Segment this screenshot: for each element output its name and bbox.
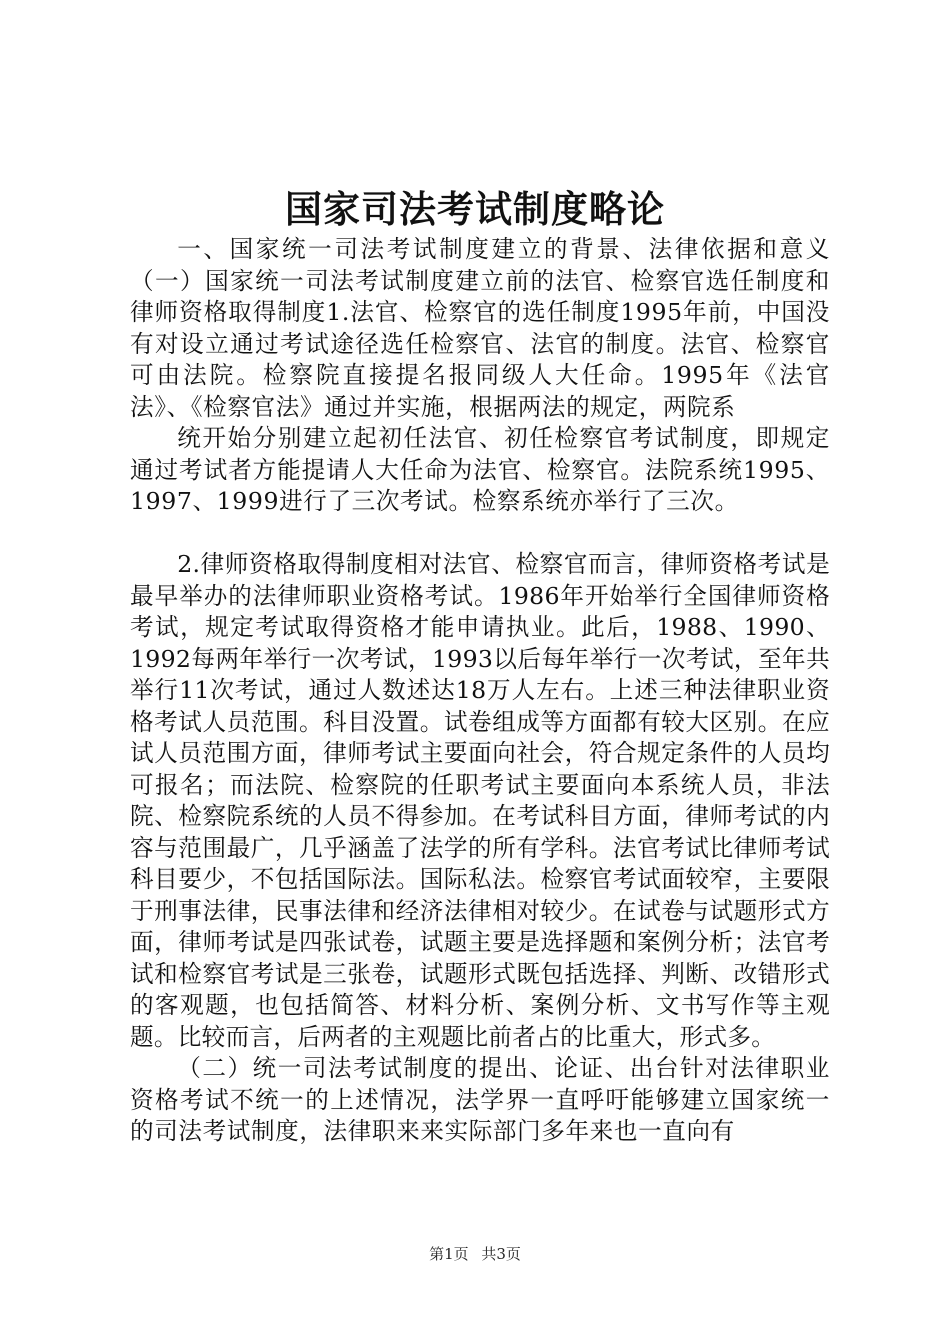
page-footer: [0, 1244, 950, 1264]
paragraph: 统开始分别建立起初任法官、初任检察官考试制度，即规定通过考试者方能提请人大任命为法官、检察官。法院系统1995、1997、1999进行了三次考试。检察系统亦举行了三次。: [130, 424, 830, 515]
paragraph: 一、国家统一司法考试制度建立的背景、法律依据和意义（一）国家统一司法考试制度建立前的法官、检察官选任制度和律师资格取得制度1.法官、检察官的选任制度1995年前，中国没有对设立通过考试途径选任检察官、法官的制度。法官、检察官可由法院。检察院直接提名报同级人大任命。1995年《法官法》、《检察官法》通过并实施，根据两法的规定，两院系: [130, 235, 830, 421]
document-body: [130, 234, 830, 1148]
document-title: 国家司法考试制度略论: [285, 187, 665, 231]
page-total: 共3页: [481, 1245, 521, 1263]
paragraph: 2.律师资格取得制度相对法官、检察官而言，律师资格考试是最早举办的法律师职业资格考试。1986年开始举行全国律师资格考试，规定考试取得资格才能申请执业。此后，1988、1990、1992每两年举行一次考试，1993以后每年举行一次考试，至年共举行11次考试，通过人数述达18万人左右。上述三种法律职业资格考试人员范围。科目没置。试卷组成等方面都有较大区别。在应试人员范围方面，律师考试主要面向社会，符合规定条件的人员均可报名；而法院、检察院的任职考试主要面向本系统人员，非法院、检察院系统的人员不得参加。在考试科目方面，律师考试的内容与范围最广，几乎涵盖了法学的所有学科。法官考试比律师考试科目要少，不包括国际法。国际私法。检察官考试面较窄，主要限于刑事法律，民事法律和经济法律相对较少。在试卷与试题形式方面，律师考试是四张试卷，试题主要是选择题和案例分析；法官考试和检察官考试是三张卷，试题形式既包括选择、判断、改错形式的客观题，也包括简答、材料分析、案例分析、文书写作等主观题。比较而言，后两者的主观题比前者占的比重大，形式多。: [130, 550, 830, 1051]
page-number: 第1页: [429, 1245, 469, 1263]
paragraph: （二）统一司法考试制度的提出、论证、出台针对法律职业资格考试不统一的上述情况，法学界一直呼吁能够建立国家统一的司法考试制度，法律职来来实际部门多年来也一直向有: [130, 1054, 830, 1145]
